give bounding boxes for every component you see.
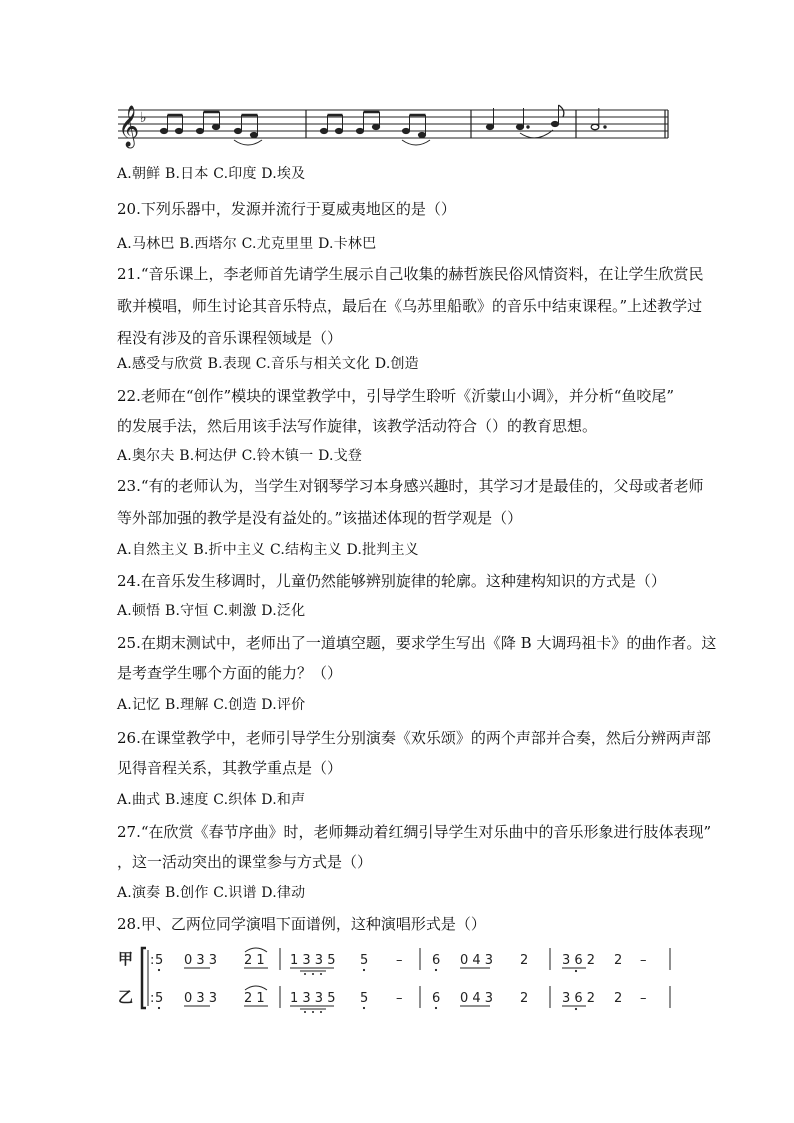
q23-stem-line1: 23.“有的老师认为，当学生对钢琴学习本身感兴趣时，其学习才是最佳的，父母或者老师 <box>117 477 704 495</box>
q22-stem-line1: 22.老师在“创作”模块的课堂教学中，引导学生聆听《沂蒙山小调》，并分析“鱼咬尾” <box>117 387 675 405</box>
q24-stem: 24.在音乐发生移调时，儿童仍然能够辨别旋律的轮廓。这种建构知识的方式是（） <box>117 572 666 590</box>
q24-options: A.顿悟 B.守恒 C.刺激 D.泛化 <box>117 603 306 619</box>
measure-2-dash: – <box>396 953 403 968</box>
measure-2-dash: – <box>396 991 403 1006</box>
measure-4-dash: – <box>640 953 647 968</box>
q21-stem-line3: 程没有涉及的音乐课程领域是（） <box>117 329 343 347</box>
measure-3-lead: 6 <box>432 991 441 1006</box>
notes <box>160 105 606 145</box>
measure-1-tail: 2 1 <box>244 953 265 968</box>
q26-options: A.曲式 B.速度 C.织体 D.和声 <box>117 792 306 808</box>
measure-4-dash: – <box>640 991 647 1006</box>
q19-options: A.朝鲜 B.日本 C.印度 D.埃及 <box>117 166 306 182</box>
q26-stem-line1: 26.在课堂教学中，老师引导学生分别演奏《欢乐颂》的两个声部并合奏，然后分辨两声部 <box>117 729 711 747</box>
voice-label-jia: 甲 <box>118 950 134 968</box>
q20-options: A.马林巴 B.西塔尔 C.尤克里里 D.卡林巴 <box>117 236 377 252</box>
measure-2-held: 5 <box>360 991 369 1006</box>
q22-stem-line2: 的发展手法，然后用该手法写作旋律，该教学活动符合（）的教育思想。 <box>117 417 598 435</box>
measure-4-notes: 3 6 2 <box>562 953 596 968</box>
voice-label-yi: 乙 <box>118 988 134 1006</box>
q25-stem-line2: 是考查学生哪个方面的能力？（） <box>117 664 343 682</box>
q26-stem-line2: 见得音程关系，其教学重点是（） <box>117 759 343 777</box>
q21-options: A.感受与欣赏 B.表现 C.音乐与相关文化 D.创造 <box>117 356 419 372</box>
measure-1-tail: 2 1 <box>244 991 265 1006</box>
jianpu-score <box>114 940 684 1016</box>
repeat-sign: : <box>150 953 155 968</box>
q27-options: A.演奏 B.创作 C.识谱 D.律动 <box>117 885 306 901</box>
measure-2-held: 5 <box>360 953 369 968</box>
note: 5 <box>155 953 164 968</box>
staff-notation-excerpt <box>116 100 676 152</box>
q25-stem-line1: 25.在期末测试中，老师出了一道填空题，要求学生写出《降 B 大调玛祖卡》的曲作者。这 <box>117 634 717 652</box>
q23-stem-line2: 等外部加强的教学是没有益处的。”该描述体现的哲学观是（） <box>117 509 523 527</box>
flat-key-signature-icon: ♭ <box>140 110 147 126</box>
measure-3-lead: 6 <box>432 953 441 968</box>
measure-3-notes: 0 4 3 <box>460 953 494 968</box>
system-bracket <box>142 948 146 1008</box>
q20-stem: 20.下列乐器中，发源并流行于夏威夷地区的是（） <box>117 200 456 218</box>
measure-3-notes: 0 4 3 <box>460 991 494 1006</box>
q21-stem-line1: 21.“音乐课上，李老师首先请学生展示自己收集的赫哲族民俗风情资料，在让学生欣赏民 <box>117 265 704 283</box>
note: 5 <box>155 991 164 1006</box>
q28-stem: 28.甲、乙两位同学演唱下面谱例，这种演唱形式是（） <box>117 915 486 933</box>
measure-3-tail: 2 <box>520 991 529 1006</box>
measure-2-notes: 1 3 3 5 <box>290 953 336 968</box>
q27-stem-line1: 27.“在欣赏《春节序曲》时，老师舞动着红绸引导学生对乐曲中的音乐形象进行肢体表现” <box>117 823 712 841</box>
q23-options: A.自然主义 B.折中主义 C.结构主义 D.批判主义 <box>117 542 419 558</box>
q22-options: A.奥尔夫 B.柯达伊 C.铃木镇一 D.戈登 <box>117 448 363 464</box>
q25-options: A.记忆 B.理解 C.创造 D.评价 <box>117 697 306 713</box>
q27-stem-line2: ，这一活动突出的课堂参与方式是（） <box>117 853 373 871</box>
treble-clef-icon: 𝄞 <box>118 106 140 147</box>
measure-4-held: 2 <box>614 991 623 1006</box>
measure-1-notes: 0 3 3 <box>184 991 218 1006</box>
repeat-sign: : <box>150 991 155 1006</box>
measure-3-tail: 2 <box>520 953 529 968</box>
measure-2-notes: 1 3 3 5 <box>290 991 336 1006</box>
measure-1-notes: 0 3 3 <box>184 953 218 968</box>
measure-4-held: 2 <box>614 953 623 968</box>
measure-4-notes: 3 6 2 <box>562 991 596 1006</box>
q21-stem-line2: 歌并模唱，师生讨论其音乐特点，最后在《乌苏里船歌》的音乐中结束课程。”上述教学过 <box>117 297 703 315</box>
